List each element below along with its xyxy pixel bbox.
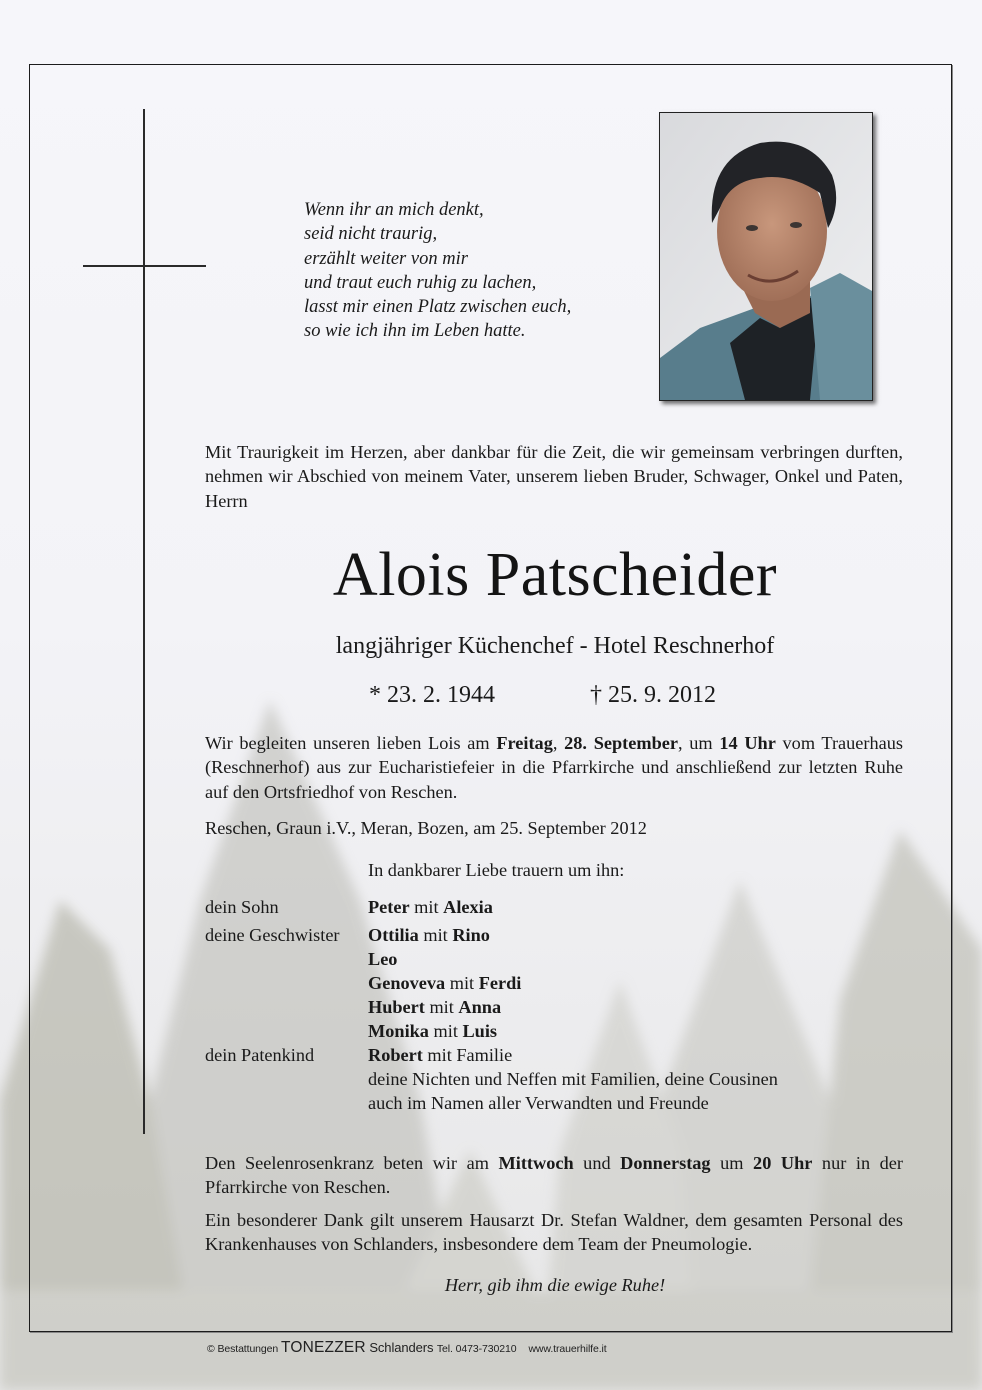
family-row-siblings [205,923,778,1043]
relation-label: deine Geschwister [205,925,340,945]
text: nur in der Pfarrkirche von Reschen. [205,1153,903,1198]
poem-line: seid nicht traurig, [304,224,438,245]
partner-name: Anna [458,997,502,1017]
family-list [205,895,778,1115]
text: , [552,733,565,753]
poem [304,198,571,344]
poem-line: lasst mir einen Platz zwischen euch, [304,297,572,318]
family-member [368,895,493,919]
birth-date: * 23. 2. 1944 [369,682,495,708]
poem-line: so wie ich ihn im Leben hatte. [304,321,526,342]
deceased-name: Alois Patscheider [332,541,778,609]
member-name: Peter [368,897,410,917]
partner-name: Luis [462,1021,498,1041]
family-member [368,995,521,1019]
death-date: † 25. 9. 2012 [590,682,716,708]
funeral-date: 28. September [564,733,678,753]
family-names [368,895,493,919]
poem-line: erzählt weiter von mir [304,248,468,269]
funeral-time: 14 Uhr [719,733,776,753]
funeral-day: Freitag [496,733,553,753]
family-row-godchild [205,1043,778,1115]
text: um [710,1153,754,1173]
family-member [368,971,521,995]
cross-icon-horizontal [83,265,206,267]
family-member [368,1043,778,1067]
text: Den Seelenrosenkranz beten wir am [205,1153,499,1173]
text: Wir begleiten unseren lieben Lois am [205,733,497,753]
closing-prayer: Herr, gib ihm die ewige Ruhe! [444,1275,666,1295]
footer-company: TONEZZER [280,1339,366,1356]
family-member [368,923,521,947]
member-name: Ottilia [368,925,419,945]
footer-phone: Tel. 0473-730210 [436,1343,517,1355]
member-name: Hubert [368,997,425,1017]
portrait-image [660,113,872,400]
footer-imprint [207,1339,607,1357]
rosary-day: Mittwoch [498,1153,574,1173]
family-names [368,1043,778,1115]
relation-label: dein Sohn [205,897,279,917]
member-name: Robert [368,1045,423,1065]
footer-copyright: © Bestattungen [207,1343,281,1355]
partner-name: Rino [452,925,490,945]
text: und [573,1153,621,1173]
funeral-announcement [205,731,903,804]
text: mit [409,897,444,917]
thanks-text: Ein besonderer Dank gilt unserem Hausarzt Dr. Stefan Waldner, dem gesamten Personal des Krankenhauses von Schlanders, insbesondere dem Team der Pneumologie. [205,1210,903,1255]
text: mit [424,997,459,1017]
rosary-day: Donnerstag [620,1153,711,1173]
partner-name: Ferdi [478,973,522,993]
family-row-son [205,895,778,919]
mourners-heading: In dankbarer Liebe trauern um ihn: [368,860,625,880]
member-name: Leo [368,949,398,969]
partner-name: Alexia [443,897,493,917]
portrait-photo [659,112,873,401]
text: mit [428,1021,463,1041]
poem-line: Wenn ihr an mich denkt, [304,200,484,220]
intro-text: Mit Traurigkeit im Herzen, aber dankbar für die Zeit, die wir gemeinsam verbringen durften, nehmen wir Abschied von meinem Vater, unserem lieben Bruder, Schwager, Onkel und Paten, Herrn [205,442,903,511]
text: vom Trauerhaus (Reschnerhof) aus zur Eucharistiefeier in die Pfarrkirche und anschließend zur letzten Ruhe auf den Ortsfriedhof von Reschen. [205,733,904,802]
cross-icon-vertical [143,109,145,1134]
relation-label: dein Patenkind [205,1045,315,1065]
family-member [368,1019,521,1043]
deceased-role: langjähriger Küchenchef - Hotel Reschnerhof [335,633,775,659]
family-member [368,947,521,971]
text: , um [677,733,720,753]
member-name: Monika [368,1021,429,1041]
family-names [368,923,521,1043]
text: mit [418,925,453,945]
footer-website-link[interactable]: www.trauerhilfe.it [528,1343,607,1355]
member-name: Genoveva [368,973,446,993]
rosary-announcement [205,1151,903,1200]
poem-line: und traut euch ruhig zu lachen, [304,272,537,293]
family-extra-line: auch im Namen aller Verwandten und Freunde [368,1093,709,1113]
footer-town: Schlanders [365,1340,437,1355]
family-extra-line: deine Nichten und Neffen mit Familien, deine Cousinen [368,1069,778,1089]
text: mit Familie [422,1045,513,1065]
rosary-time: 20 Uhr [753,1153,813,1173]
place-date: Reschen, Graun i.V., Meran, Bozen, am 25. September 2012 [205,818,647,838]
text: mit [445,973,479,993]
